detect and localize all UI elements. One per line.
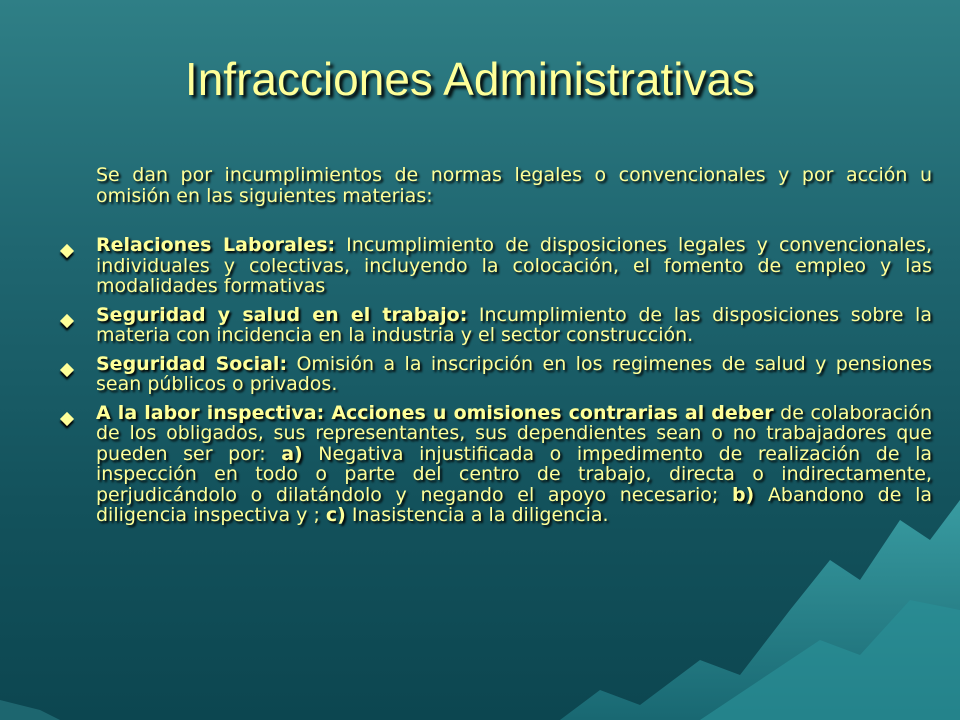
slide-title: Infracciones Administrativas bbox=[184, 53, 756, 105]
list-item bbox=[60, 354, 932, 395]
item-heading: Relaciones Laborales: bbox=[96, 234, 336, 256]
list-item bbox=[60, 305, 932, 346]
item-heading: Seguridad y salud en el trabajo: bbox=[96, 303, 468, 326]
option-label-b: b) bbox=[731, 483, 755, 506]
diamond-bullet-icon bbox=[60, 411, 74, 425]
item-body: Incumplimiento de disposiciones legales y convencionales, individuales y colectivas, incluyendo la colocación, el fomento de empleo y las modalidades formativas bbox=[96, 234, 932, 297]
item-body: Negativa injustificada o impedimento de realización de la inspección en todo o parte del centro de trabajo, directa o indirectamente, perjudicándolo o dilatándolo y negando el apoyo necesario; bbox=[96, 442, 932, 506]
item-body: Omisión a la inscripción en los regimenes de salud y pensiones sean públicos o privados. bbox=[96, 352, 932, 395]
diamond-bullet-icon bbox=[60, 313, 74, 327]
slide-content bbox=[60, 165, 932, 534]
item-body: Incumplimiento de las disposiciones sobre la materia con incidencia en la industria y el sector construcción. bbox=[96, 303, 932, 346]
item-body: Abandono de la diligencia inspectiva y ; bbox=[96, 483, 933, 526]
item-heading: Seguridad Social: bbox=[96, 352, 288, 375]
list-item bbox=[60, 403, 932, 526]
list-item bbox=[60, 235, 932, 297]
option-label-c: c) bbox=[325, 504, 346, 526]
item-body: de colaboración de los obligados, sus representantes, sus dependientes sean o no trabajadores que pueden ser por: bbox=[96, 401, 932, 465]
item-body: Inasistencia a la diligencia. bbox=[345, 504, 609, 526]
diamond-bullet-icon bbox=[60, 244, 74, 258]
option-label-a: a) bbox=[281, 442, 303, 465]
intro-paragraph: Se dan por incumplimientos de normas legales o convencionales y por acción u omisión en las siguientes materias: bbox=[96, 164, 932, 207]
diamond-bullet-icon bbox=[60, 362, 74, 376]
item-heading: A la labor inspectiva: Acciones u omisiones contrarias al deber bbox=[96, 401, 774, 424]
